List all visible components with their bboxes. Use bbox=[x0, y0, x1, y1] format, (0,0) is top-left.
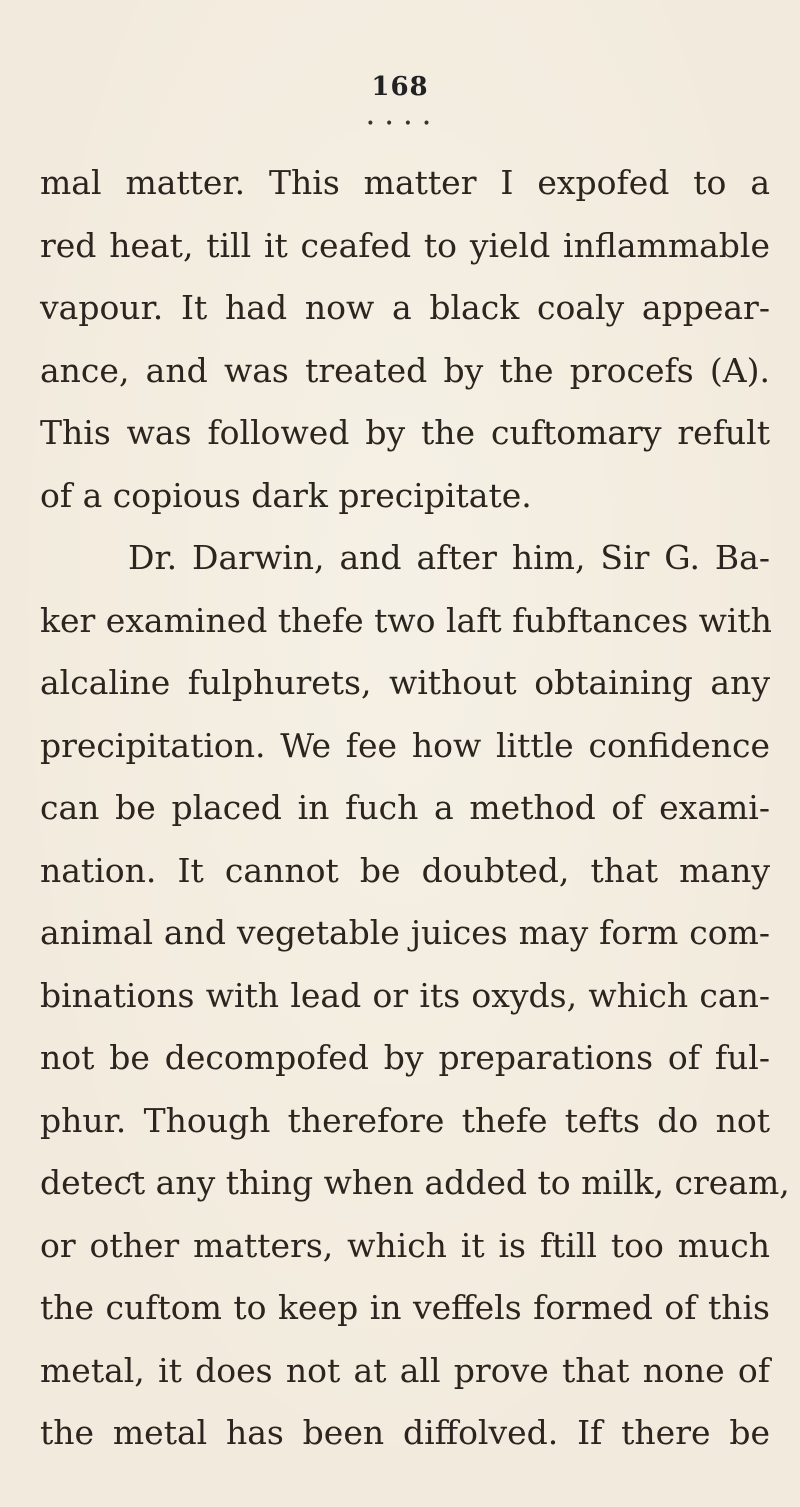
text-line: vapour. It had now a black coaly appear- bbox=[40, 288, 770, 327]
text-line: the metal has been diffolved. If there be bbox=[40, 1413, 770, 1452]
text-line: Dr. Darwin, and after him, Sir G. Ba- bbox=[128, 538, 770, 577]
text-line: precipitation. We fee how little confidence bbox=[40, 725, 770, 765]
page-number: 168 bbox=[371, 72, 429, 102]
text-line: red heat, till it ceafed to yield inflammable bbox=[40, 225, 770, 265]
paragraph-1 bbox=[40, 152, 770, 527]
text-line: the cuftom to keep in veffels formed of this bbox=[40, 1288, 770, 1327]
text-line: metal, it does not at all prove that none of bbox=[40, 1350, 770, 1390]
text-line: not be decompofed by preparations of ful- bbox=[40, 1038, 770, 1077]
paragraph-2 bbox=[40, 527, 790, 1465]
text-line: deteƈt any thing when added to milk, cream, bbox=[40, 1163, 790, 1202]
text-line: can be placed in fuch a method of exami- bbox=[40, 788, 770, 827]
text-line: This was followed by the cuftomary refult bbox=[40, 413, 770, 452]
text-line: mal matter. This matter I expofed to a bbox=[40, 163, 770, 202]
text-line: or other matters, which it is ftill too much bbox=[40, 1225, 770, 1265]
text-line: nation. It cannot be doubted, that many bbox=[40, 850, 770, 890]
text-line: of a copious dark precipitate. bbox=[40, 475, 532, 515]
text-line: phur. Though therefore thefe tefts do not bbox=[40, 1100, 770, 1140]
text-line: binations with lead or its oxyds, which can- bbox=[40, 975, 770, 1015]
signature-mark: • • • • bbox=[366, 116, 434, 132]
text-line: alcaline fulphurets, without obtaining any bbox=[40, 663, 770, 702]
text-line: ance, and was treated by the procefs (A). bbox=[40, 350, 770, 390]
text-line: ker examined thefe two laft fubftances with bbox=[40, 600, 772, 640]
text-line: animal and vegetable juices may form com- bbox=[40, 913, 770, 952]
